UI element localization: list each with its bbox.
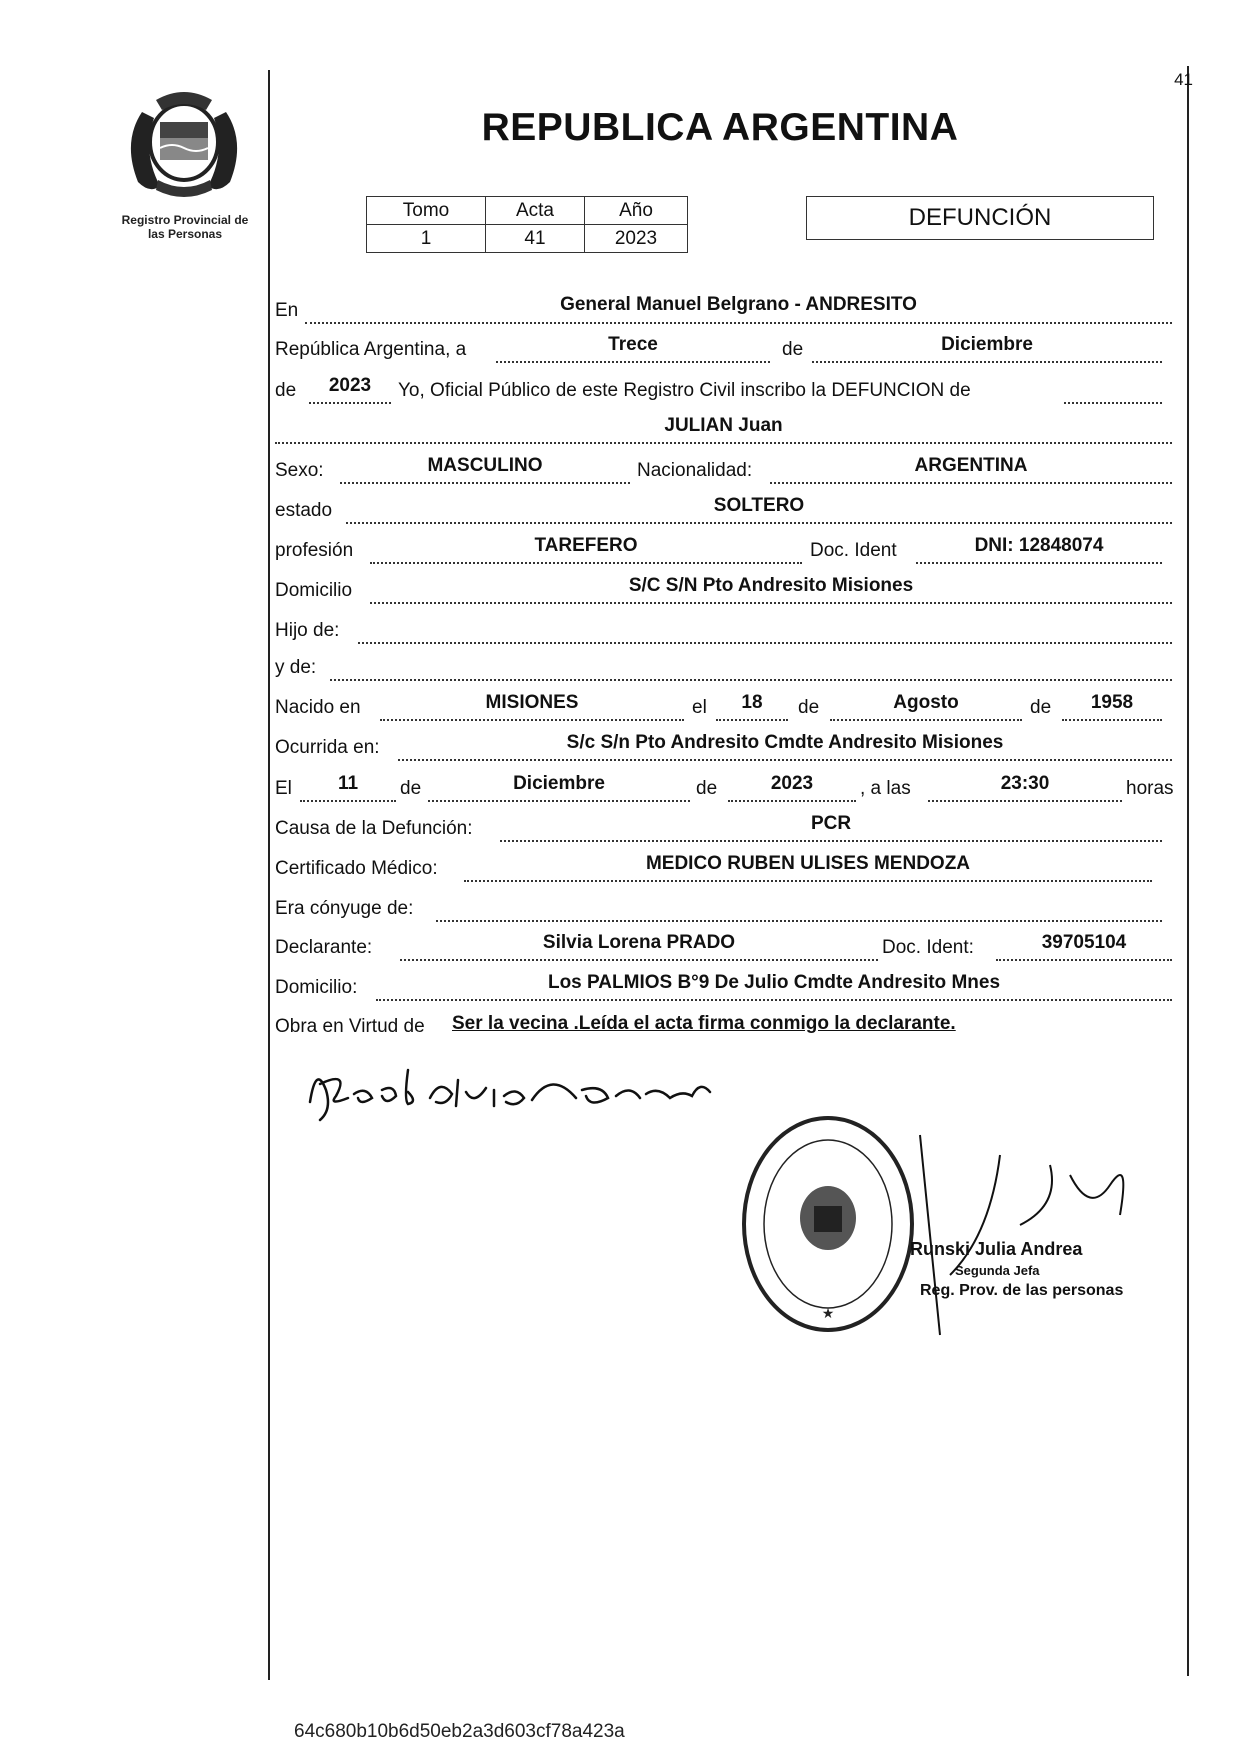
birth-year-value: 1958 [1090, 692, 1134, 713]
label-sexo: Sexo: [275, 460, 324, 481]
label-inscribo: Yo, Oficial Público de este Registro Civil inscribo la DEFUNCION de [398, 380, 971, 401]
tomo-header: Tomo [367, 197, 486, 225]
label-de: de [1030, 697, 1052, 718]
label-de: de [798, 697, 820, 718]
sex-value: MASCULINO [427, 455, 543, 476]
label-certificado: Certificado Médico: [275, 858, 438, 879]
label-nacido-en: Nacido en [275, 697, 361, 718]
label-y-de: y de: [275, 657, 317, 678]
org-name [95, 213, 275, 241]
registration-year: 2023 [328, 375, 372, 396]
label-doc-ident: Doc. Ident [810, 540, 897, 561]
label-en: En [275, 300, 299, 321]
label-nacionalidad: Nacionalidad: [637, 460, 753, 481]
fill-line [358, 618, 1172, 644]
label-de: de [696, 778, 718, 799]
death-month-value: Diciembre [513, 773, 605, 794]
provincial-crest-logo [120, 82, 248, 200]
declarant-doc-value: 39705104 [1041, 932, 1127, 953]
birth-day-value: 18 [741, 692, 763, 713]
declarant-address-value: Los PALMIOS B°9 De Julio Cmdte Andresito Mnes [547, 972, 1001, 993]
profession-value: TAREFERO [534, 535, 638, 556]
address-value: S/C S/N Pto Andresito Misiones [628, 575, 914, 596]
fill-line [436, 896, 1162, 922]
nationality-value: ARGENTINA [914, 455, 1028, 476]
label-ocurrida-en: Ocurrida en: [275, 737, 380, 758]
death-cause-value: PCR [810, 813, 852, 834]
place-of-registration: General Manuel Belgrano - ANDRESITO [560, 294, 917, 315]
document-hash: 64c680b10b6d50eb2a3d603cf78a423a [294, 1721, 625, 1742]
label-hijo-de: Hijo de: [275, 620, 340, 641]
anio-header: Año [585, 197, 688, 225]
birth-month-value: Agosto [893, 692, 959, 713]
label-profesion: profesión [275, 540, 354, 561]
page-number: 41 [1174, 70, 1193, 89]
tomo-value: 1 [367, 225, 486, 253]
page-title: REPUBLICA ARGENTINA [481, 106, 959, 149]
declarant-name-value: Silvia Lorena PRADO [542, 932, 736, 953]
anio-value: 2023 [585, 225, 688, 253]
registry-table [366, 196, 688, 253]
label-estado: estado [275, 500, 333, 521]
label-causa: Causa de la Defunción: [275, 818, 473, 839]
right-margin-line [1187, 66, 1189, 1676]
declarant-signature [290, 1040, 790, 1140]
label-de: de [275, 380, 297, 401]
official-role: Segunda Jefa [955, 1263, 1040, 1278]
label-el-cap: El [275, 778, 292, 799]
label-de: de [782, 339, 804, 360]
acta-header: Acta [486, 197, 585, 225]
label-domicilio: Domicilio: [275, 977, 358, 998]
death-place-value: S/c S/n Pto Andresito Cmdte Andresito Misiones [566, 732, 1004, 753]
label-a-las: , a las [860, 778, 911, 799]
acta-value: 41 [486, 225, 585, 253]
document-type: DEFUNCIÓN [806, 196, 1154, 240]
official-signature [880, 1115, 1170, 1345]
label-domicilio: Domicilio [275, 580, 353, 601]
label-declarante: Declarante: [275, 937, 373, 958]
marital-status-value: SOLTERO [713, 495, 805, 516]
label-doc-ident: Doc. Ident: [882, 937, 974, 958]
label-horas: horas [1126, 778, 1174, 799]
death-year-value: 2023 [770, 773, 814, 794]
svg-text:★: ★ [821, 1305, 835, 1321]
medical-certificate-value: MEDICO RUBEN ULISES MENDOZA [645, 853, 971, 874]
org-name-line1: Registro Provincial de [121, 213, 249, 227]
death-day-value: 11 [337, 773, 359, 794]
official-name: Runski Julia Andrea [910, 1239, 1083, 1259]
fill-line [330, 655, 1172, 681]
legal-basis-value: Ser la vecina .Leída el acta firma conmigo la declarante. [452, 1013, 956, 1034]
registration-month: Diciembre [941, 334, 1033, 355]
label-republica: República Argentina, a [275, 339, 467, 360]
deceased-name: JULIAN Juan [664, 415, 783, 436]
label-el: el [692, 697, 707, 718]
org-name-line2: las Personas [147, 227, 223, 241]
registration-day: Trece [608, 334, 658, 355]
birthplace-value: MISIONES [485, 692, 579, 713]
document-value: DNI: 12848074 [974, 535, 1104, 556]
official-office: Reg. Prov. de las personas [920, 1282, 1124, 1299]
label-de: de [400, 778, 422, 799]
death-time-value: 23:30 [1000, 773, 1050, 794]
label-conyuge: Era cónyuge de: [275, 898, 414, 919]
fill-line [1064, 378, 1162, 404]
label-obra: Obra en Virtud de [275, 1016, 425, 1037]
left-margin-line [268, 70, 270, 1680]
